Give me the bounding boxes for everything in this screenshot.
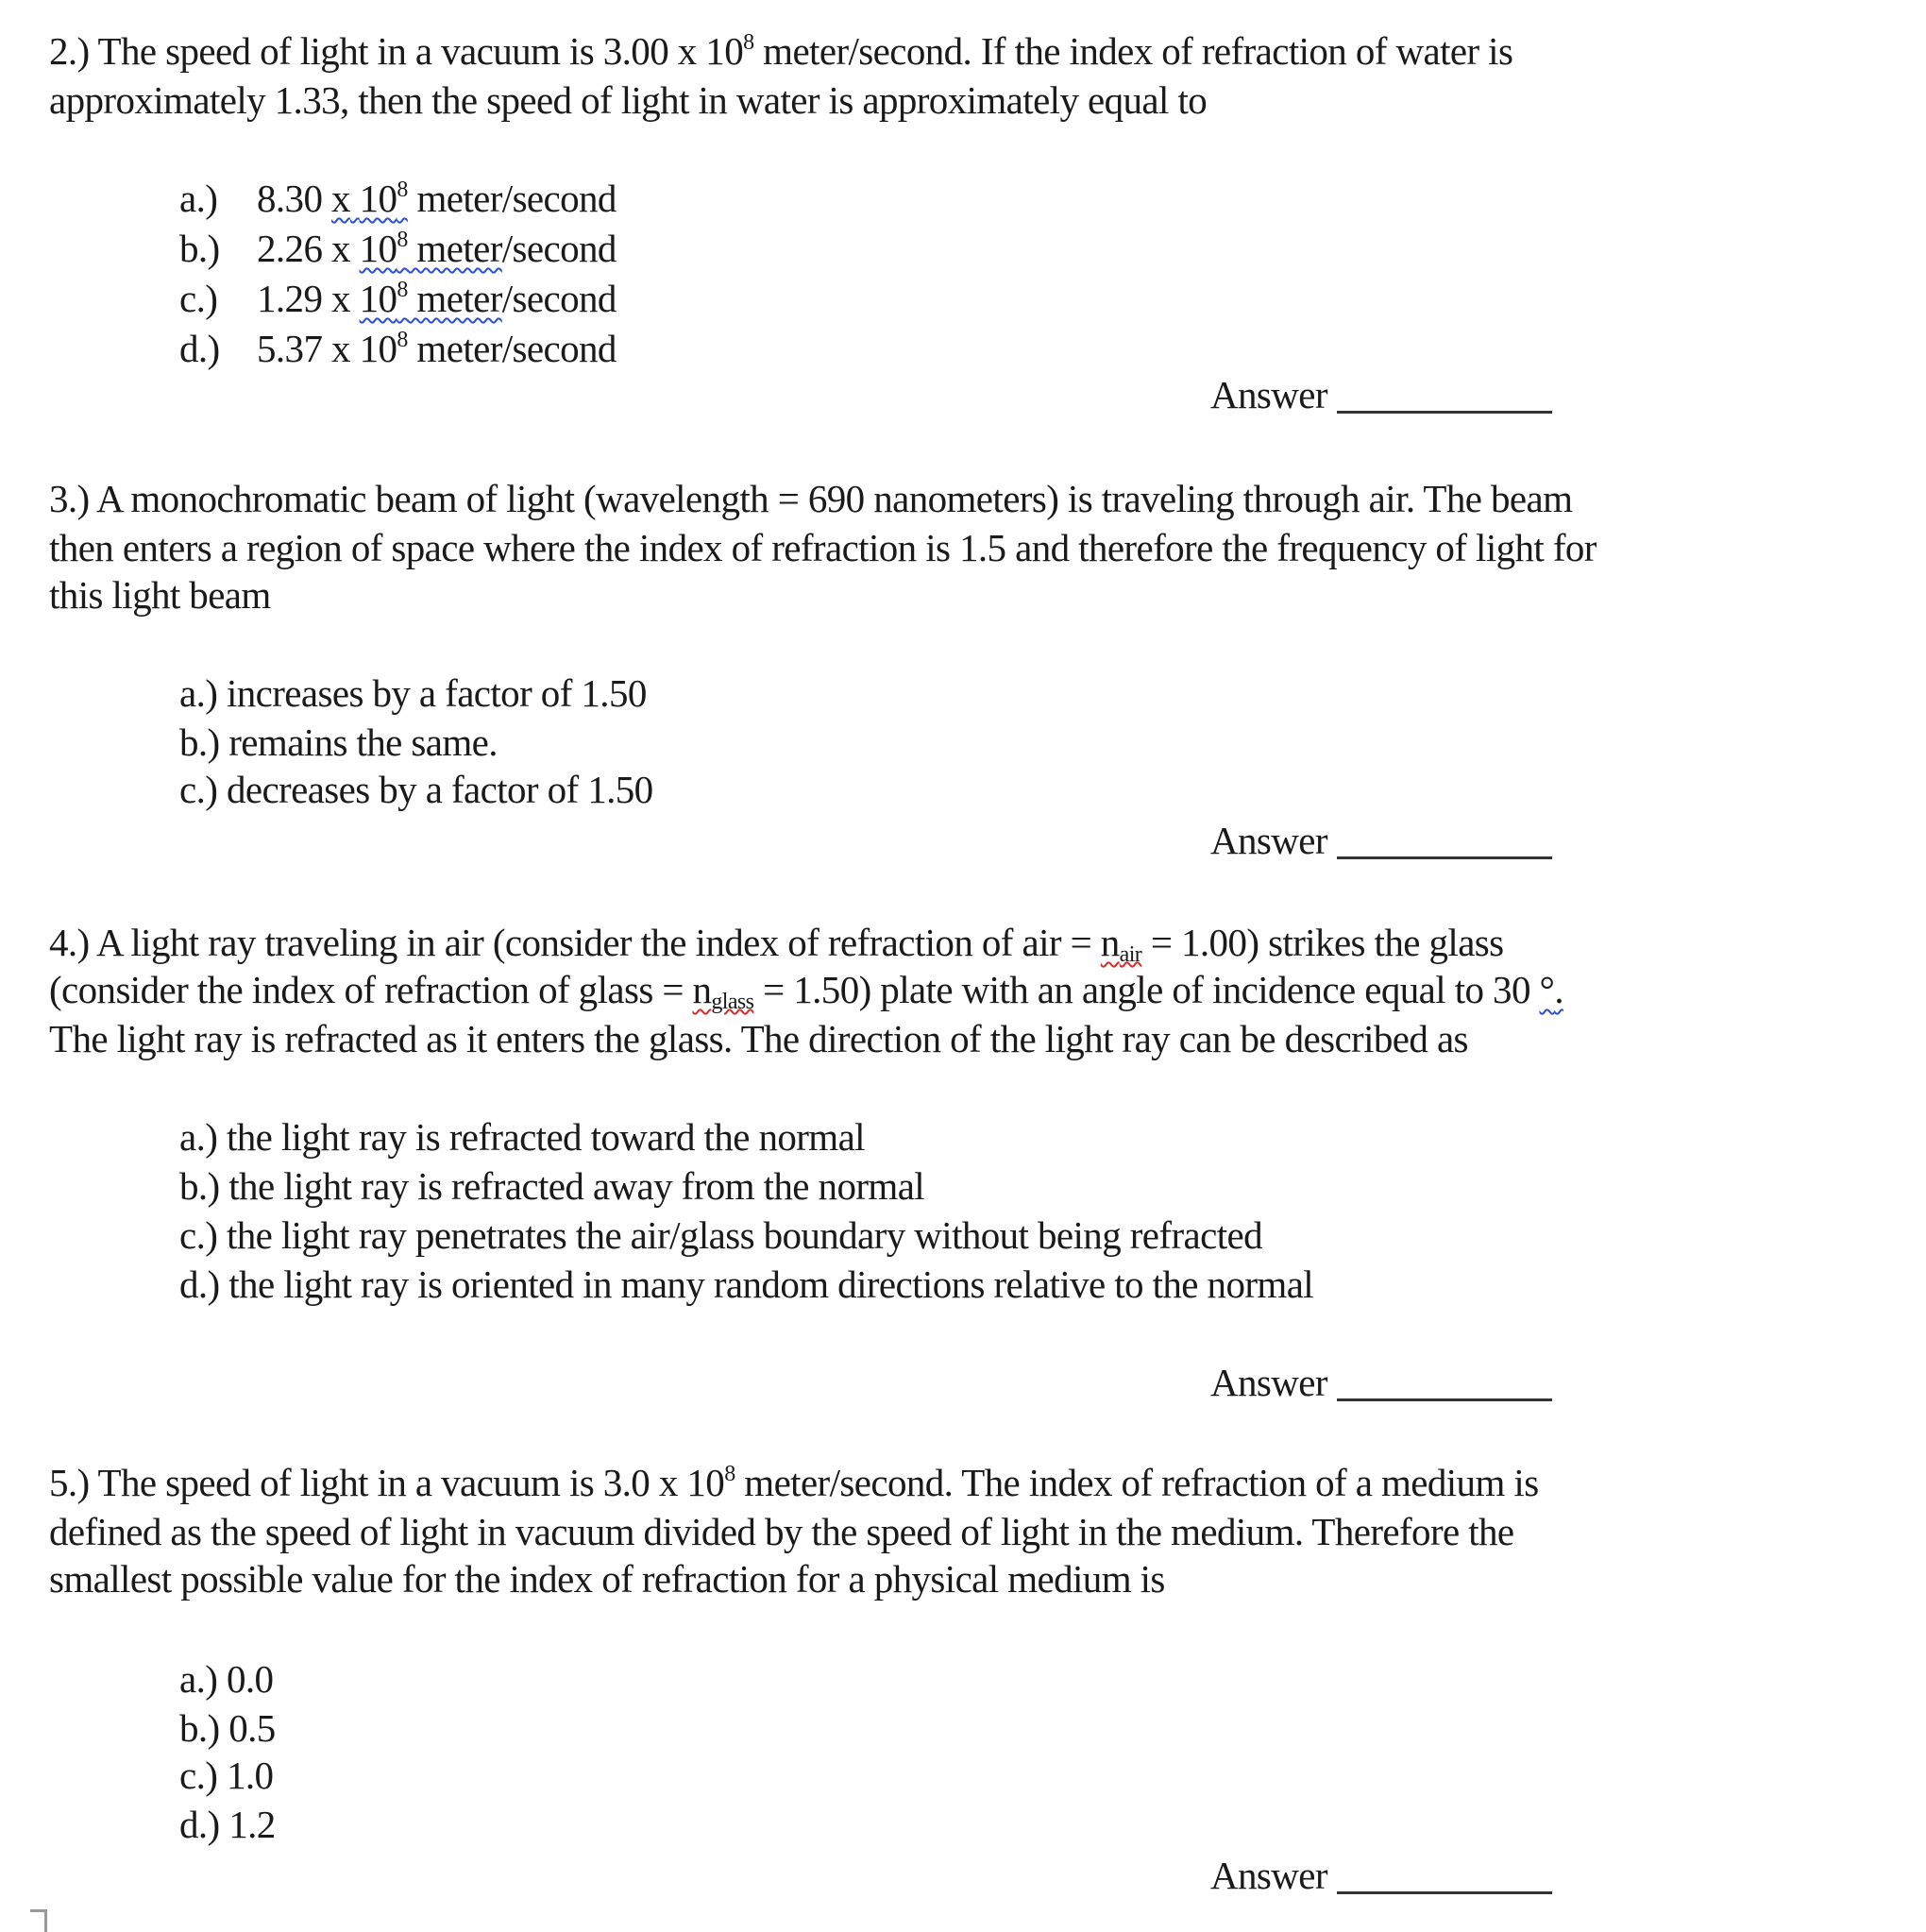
spellcheck-underline [1100,921,1142,967]
option-label: c.) [179,277,218,320]
question-2-line-2: approximately 1.33, then the speed of light in water is approximately equal to [49,78,1208,122]
answer-field-4[interactable] [1210,1358,1552,1407]
text: meter/second [407,177,617,220]
question-3-line-1: 3.) A monochromatic beam of light (wavelength = 690 nanometers) is traveling through air. The beam [49,477,1573,520]
question-5-line-1 [49,1458,1539,1507]
text: x [331,177,350,220]
text: . [1554,968,1563,1011]
answer-label: Answer [1210,819,1327,862]
text: (consider the index of refraction of glass = [49,968,693,1011]
text: 4.) A light ray traveling in air (consider the index of refraction of air = [49,921,1101,964]
text: /second [501,227,617,270]
option-4d[interactable]: d.) the light ray is oriented in many random directions relative to the normal [179,1263,1314,1306]
answer-field-5[interactable] [1210,1851,1552,1900]
exponent: 8 [397,228,408,252]
question-4-line-3: The light ray is refracted as it enters the glass. The direction of the light ray can be described as [49,1017,1468,1060]
answer-blank[interactable] [1337,856,1552,859]
option-label: d.) [179,327,220,370]
text: 8.30 [257,177,332,220]
answer-label: Answer [1210,1361,1327,1404]
option-2b[interactable] [179,224,617,273]
degree-symbol: ° [1539,968,1555,1011]
text: meter/second. If the index of refraction of water is [753,29,1513,73]
text: meter/second [407,327,617,370]
text: = 1.50) plate with an angle of incidence equal to 30 [753,968,1540,1011]
text: 2.26 x [257,227,360,270]
answer-label: Answer [1210,1854,1327,1897]
option-label: a.) [179,177,218,220]
option-4a[interactable]: a.) the light ray is refracted toward the normal [179,1115,865,1159]
option-3c[interactable]: c.) decreases by a factor of 1.50 [179,768,653,811]
exponent: 8 [397,178,408,202]
option-5d[interactable]: d.) 1.2 [179,1803,276,1846]
answer-field-2[interactable] [1210,370,1552,419]
text: 10 [359,177,397,220]
question-5-line-2: defined as the speed of light in vacuum divided by the speed of light in the medium. Therefore the [49,1510,1514,1553]
question-5-line-3: smallest possible value for the index of refraction for a physical medium is [49,1557,1165,1601]
option-label: b.) [179,227,220,270]
spellcheck-underline [1540,968,1563,1011]
text: 2.) The speed of light in a vacuum is 3.00 x 10 [49,29,744,73]
text: 1.29 x [257,277,360,320]
option-3b[interactable]: b.) remains the same. [179,720,498,764]
spellcheck-underline [360,227,502,270]
question-4-line-2 [49,965,1563,1014]
exponent: 8 [397,328,408,352]
page-corner-mark [30,1909,47,1932]
text: 5.) The speed of light in a vacuum is 3.0 x 10 [49,1461,725,1504]
option-5c[interactable]: c.) 1.0 [179,1754,274,1797]
exponent: 8 [743,30,754,55]
text: 10 [359,227,397,270]
option-2c[interactable] [179,274,617,323]
option-4c[interactable]: c.) the light ray penetrates the air/glass boundary without being refracted [179,1213,1262,1257]
text: meter/second. The index of refraction of a medium is [735,1461,1539,1504]
option-2a[interactable] [179,174,617,223]
exponent: 8 [724,1462,735,1486]
spellcheck-underline [360,277,502,320]
text: 10 [359,277,397,320]
question-2-line-1 [49,26,1512,76]
text: n [692,968,712,1011]
subscript: air [1119,942,1142,967]
option-5a[interactable]: a.) 0.0 [179,1657,274,1701]
answer-blank[interactable] [1337,411,1552,414]
text: 5.37 x [257,327,360,370]
question-4-line-1 [49,918,1504,967]
text: meter [407,277,502,320]
option-2d[interactable] [179,324,617,373]
spellcheck-underline [692,968,754,1014]
text: meter [407,227,502,270]
text: 10 [359,327,397,370]
text: n [1100,921,1120,964]
exponent: 8 [397,278,408,302]
option-3a[interactable]: a.) increases by a factor of 1.50 [179,671,647,715]
question-3-line-3: this light beam [49,573,271,617]
answer-field-3[interactable] [1210,816,1552,865]
answer-blank[interactable] [1337,1891,1552,1894]
subscript: glass [711,990,754,1014]
option-4b[interactable]: b.) the light ray is refracted away from the normal [179,1164,925,1208]
spellcheck-underline [331,177,408,220]
answer-blank[interactable] [1337,1398,1552,1401]
option-5b[interactable]: b.) 0.5 [179,1706,276,1750]
text: = 1.00) strikes the glass [1141,921,1504,964]
question-3-line-2: then enters a region of space where the index of refraction is 1.5 and therefore the frequency of light for [49,526,1597,569]
text: /second [501,277,617,320]
answer-label: Answer [1210,373,1327,416]
